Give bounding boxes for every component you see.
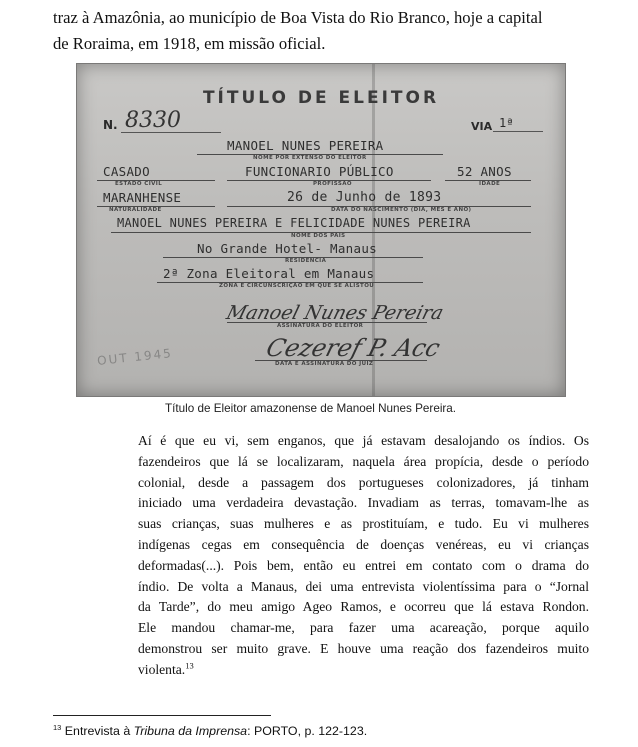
age-caption: IDADE — [479, 181, 501, 187]
zone-caption: ZONA E CIRCUNSCRIÇÃO EM QUE SE ALISTOU — [219, 283, 375, 289]
card-number-rule — [121, 132, 221, 133]
footnote-number: 13 — [53, 722, 62, 732]
full-name-caption: NOME POR EXTENSO DO ELEITOR — [253, 155, 367, 161]
footnote-divider — [53, 715, 271, 716]
quote-line: fazendeiros que lá se localizaram, naquela área propícia, desde o período — [138, 453, 589, 469]
parents-caption: NOME DOS PAIS — [291, 233, 346, 239]
quote-line: indígenas cegas em consequência de doenças venéreas, eu vi crianças — [138, 536, 589, 552]
figure-caption: Título de Eleitor amazonense de Manoel Nunes Pereira. — [165, 402, 457, 415]
voter-signature: Manoel Nunes Pereira — [224, 302, 446, 324]
quote-line: demonstrou ser muito grave. E houve uma reação dos fazendeiros muito — [138, 640, 589, 656]
profession-caption: PROFISSÃO — [313, 181, 352, 187]
via-label: VIA — [471, 120, 493, 133]
birth-date-caption: DATA DO NASCIMENTO (DIA, MÊS E ANO) — [331, 207, 472, 213]
quote-line: Ele mandou chamar-me, para fazer uma acareação, porque aquilo — [138, 620, 589, 636]
quote-line: deformadas(...). Pois bem, então eu entrei em contato com o drama do — [138, 557, 589, 573]
intro-line: de Roraima, em 1918, em missão oficial. — [53, 34, 326, 53]
naturality-caption: NATURALIDADE — [109, 207, 162, 213]
naturality: MARANHENSE — [103, 190, 182, 205]
zone: 2ª Zona Eleitoral em Manaus — [163, 266, 375, 281]
footnote-prefix: Entrevista à — [61, 724, 134, 738]
intro-line: traz à Amazônia, ao município de Boa Vista do Rio Branco, hoje a capital — [53, 8, 543, 27]
footnote-suffix: : PORTO, p. 122-123. — [247, 724, 368, 738]
parents: MANOEL NUNES PEREIRA E FELICIDADE NUNES PEREIRA — [117, 216, 471, 230]
quote-last-line — [138, 660, 589, 681]
birth-date: 26 de Junho de 1893 — [287, 190, 442, 205]
footnote-source: Tribuna da Imprensa — [133, 724, 248, 738]
card-title: TÍTULO DE ELEITOR — [202, 88, 440, 108]
date-stamp: OUT 1945 — [96, 346, 174, 368]
civil-status-caption: ESTADO CIVIL — [115, 181, 163, 187]
quote-line: colonial, desde a passagem dos portugueses colonizadores, já tinham — [138, 474, 589, 490]
quote-line: da Tarde”, do meu amigo Ageo Ramos, e ocorreu que lá estava Rondon. — [138, 599, 589, 615]
card-number-label: N. — [103, 118, 118, 132]
quote-line: violenta. — [138, 661, 186, 677]
full-name: MANOEL NUNES PEREIRA — [227, 138, 384, 153]
quote-line: iniciado uma verdadeira devastação. Invadiam as terras, tomavam-lhe as — [138, 495, 589, 511]
residence-caption: RESIDÊNCIA — [285, 258, 327, 264]
intro-paragraph — [53, 5, 601, 57]
footnote — [53, 724, 367, 738]
card-number: 8330 — [125, 108, 181, 133]
footnote-ref[interactable]: 13 — [185, 660, 194, 671]
via-value: 1ª — [499, 116, 514, 130]
via-rule — [493, 131, 543, 132]
civil-status: CASADO — [103, 164, 150, 179]
age: 52 ANOS — [457, 164, 512, 179]
quote-line: suas crianças, suas mulheres e as prostituíam, e tudo. Eu vi mulheres — [138, 516, 589, 532]
quote-line: índio. De volta a Manaus, dei uma entrevista violentíssima para o “Jornal — [138, 578, 589, 594]
judge-signature-caption: DATA E ASSINATURA DO JUIZ — [275, 361, 374, 367]
quote-line: Aí é que eu vi, sem enganos, que já estavam desalojando os índios. Os — [138, 433, 589, 448]
judge-signature: Cezeref P. Acc — [263, 334, 444, 362]
profession: FUNCIONARIO PÚBLICO — [245, 164, 394, 179]
quote-block — [138, 431, 589, 681]
residence: No Grande Hotel- Manaus — [197, 241, 377, 256]
voter-card-photo — [76, 63, 566, 397]
voter-signature-caption: ASSINATURA DO ELEITOR — [277, 323, 364, 329]
